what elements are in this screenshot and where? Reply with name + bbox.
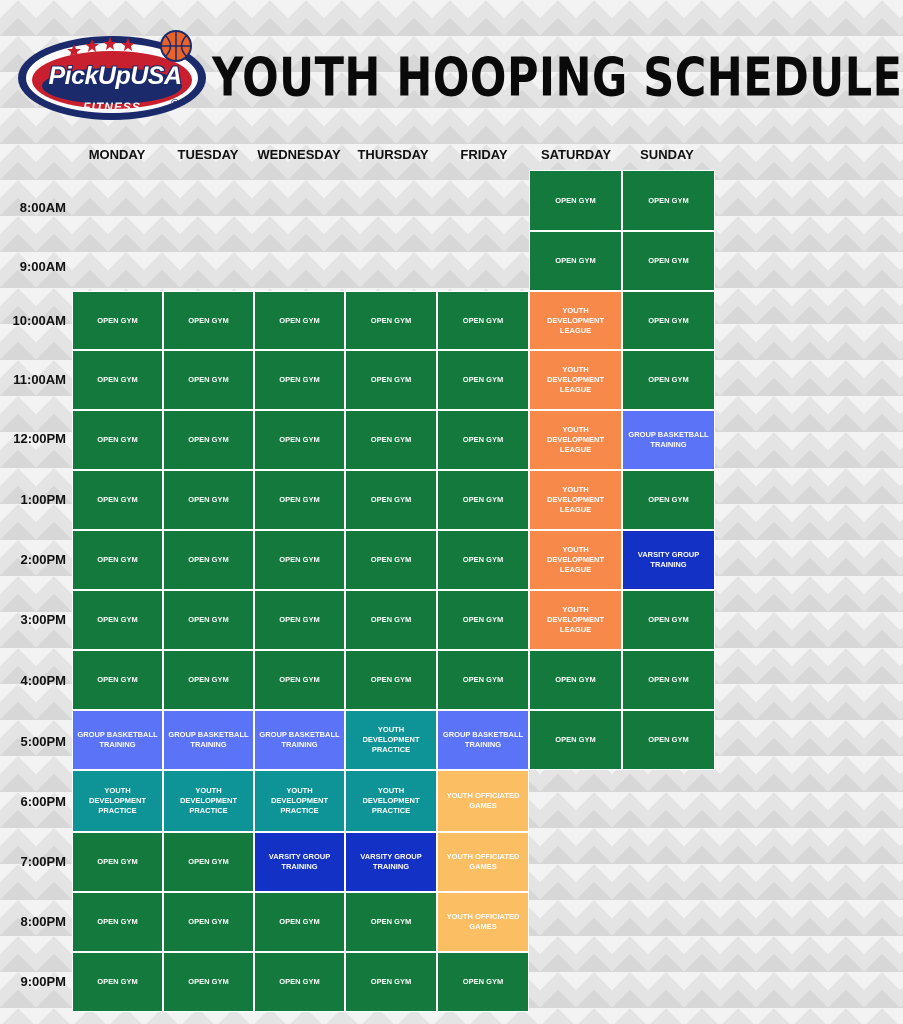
schedule-cell-open-gym: OPEN GYM — [72, 650, 163, 710]
schedule-cell-open-gym: OPEN GYM — [345, 470, 437, 530]
schedule-cell-open-gym: OPEN GYM — [345, 590, 437, 650]
schedule-cell-open-gym: OPEN GYM — [529, 650, 622, 710]
schedule-cell-open-gym: OPEN GYM — [345, 291, 437, 350]
schedule-cell-varsity-group-training: VARSITY GROUP TRAINING — [345, 832, 437, 892]
schedule-cell-open-gym: OPEN GYM — [254, 650, 345, 710]
schedule-cell-open-gym: OPEN GYM — [72, 590, 163, 650]
schedule-cell-open-gym: OPEN GYM — [437, 350, 529, 410]
schedule-cell-group-basketball-training: GROUP BASKETBALL TRAINING — [163, 710, 254, 770]
time-label: 8:00AM — [19, 200, 66, 215]
schedule-cell-open-gym: OPEN GYM — [72, 952, 163, 1012]
schedule-cell-open-gym: OPEN GYM — [163, 350, 254, 410]
schedule-cell-varsity-group-training: VARSITY GROUP TRAINING — [622, 530, 715, 590]
schedule-cell-open-gym: OPEN GYM — [163, 291, 254, 350]
schedule-cell-open-gym: OPEN GYM — [163, 952, 254, 1012]
schedule-cell-open-gym: OPEN GYM — [254, 590, 345, 650]
schedule-cell-open-gym: OPEN GYM — [622, 350, 715, 410]
schedule-cell-open-gym: OPEN GYM — [163, 832, 254, 892]
logo-brand-text: PickUpUSA — [48, 62, 182, 90]
schedule-cell-open-gym: OPEN GYM — [622, 590, 715, 650]
schedule-cell-youth-development-league: YOUTH DEVELOPMENT LEAGUE — [529, 350, 622, 410]
schedule-cell-youth-development-league: YOUTH DEVELOPMENT LEAGUE — [529, 530, 622, 590]
schedule-cell-open-gym: OPEN GYM — [622, 470, 715, 530]
pickupusa-logo — [14, 26, 210, 124]
logo-sub-text: FITNESS — [83, 100, 141, 114]
schedule-cell-open-gym: OPEN GYM — [345, 892, 437, 952]
schedule-cell-open-gym: OPEN GYM — [345, 650, 437, 710]
schedule-cell-open-gym: OPEN GYM — [72, 530, 163, 590]
time-label: 10:00AM — [12, 313, 66, 328]
schedule-cell-open-gym: OPEN GYM — [345, 350, 437, 410]
schedule-cell-open-gym: OPEN GYM — [622, 710, 715, 770]
day-header-friday: FRIDAY — [460, 147, 508, 162]
time-label: 2:00PM — [20, 552, 66, 567]
schedule-cell-open-gym: OPEN GYM — [437, 650, 529, 710]
schedule-cell-open-gym: OPEN GYM — [437, 530, 529, 590]
schedule-cell-open-gym: OPEN GYM — [163, 410, 254, 470]
time-label: 1:00PM — [20, 492, 66, 507]
day-header-wednesday: WEDNESDAY — [257, 147, 341, 162]
schedule-cell-open-gym: OPEN GYM — [72, 832, 163, 892]
day-header-thursday: THURSDAY — [357, 147, 429, 162]
schedule-cell-youth-development-league: YOUTH DEVELOPMENT LEAGUE — [529, 470, 622, 530]
schedule-cell-open-gym: OPEN GYM — [345, 952, 437, 1012]
schedule-cell-open-gym: OPEN GYM — [163, 530, 254, 590]
time-label: 5:00PM — [20, 734, 66, 749]
schedule-cell-open-gym: OPEN GYM — [345, 530, 437, 590]
schedule-cell-open-gym: OPEN GYM — [254, 410, 345, 470]
day-header-tuesday: TUESDAY — [177, 147, 239, 162]
schedule-cell-open-gym: OPEN GYM — [72, 291, 163, 350]
time-label: 3:00PM — [20, 612, 66, 627]
schedule-cell-open-gym: OPEN GYM — [163, 650, 254, 710]
schedule-cell-open-gym: OPEN GYM — [529, 231, 622, 291]
schedule-cell-youth-development-league: YOUTH DEVELOPMENT LEAGUE — [529, 590, 622, 650]
time-label: 4:00PM — [20, 673, 66, 688]
schedule-cell-youth-officiated-games: YOUTH OFFICIATED GAMES — [437, 770, 529, 832]
schedule-cell-open-gym: OPEN GYM — [72, 892, 163, 952]
schedule-cell-open-gym: OPEN GYM — [345, 410, 437, 470]
schedule-cell-youth-development-practice: YOUTH DEVELOPMENT PRACTICE — [254, 770, 345, 832]
schedule-cell-youth-development-league: YOUTH DEVELOPMENT LEAGUE — [529, 291, 622, 350]
schedule-cell-open-gym: OPEN GYM — [622, 231, 715, 291]
time-label: 6:00PM — [20, 794, 66, 809]
schedule-cell-open-gym: OPEN GYM — [529, 710, 622, 770]
schedule-cell-youth-officiated-games: YOUTH OFFICIATED GAMES — [437, 832, 529, 892]
schedule-cell-open-gym: OPEN GYM — [163, 470, 254, 530]
day-header-monday: MONDAY — [88, 147, 146, 162]
schedule-cell-open-gym: OPEN GYM — [163, 590, 254, 650]
schedule-cell-open-gym: OPEN GYM — [622, 170, 715, 231]
schedule-cell-open-gym: OPEN GYM — [72, 350, 163, 410]
schedule-cell-open-gym: OPEN GYM — [254, 530, 345, 590]
day-header-sunday: SUNDAY — [640, 147, 694, 162]
schedule-cell-group-basketball-training: GROUP BASKETBALL TRAINING — [437, 710, 529, 770]
schedule-cell-youth-development-practice: YOUTH DEVELOPMENT PRACTICE — [345, 710, 437, 770]
schedule-cell-open-gym: OPEN GYM — [437, 590, 529, 650]
day-header-saturday: SATURDAY — [540, 147, 612, 162]
schedule-cell-open-gym: OPEN GYM — [622, 291, 715, 350]
schedule-cell-open-gym: OPEN GYM — [437, 470, 529, 530]
schedule-cell-youth-development-practice: YOUTH DEVELOPMENT PRACTICE — [345, 770, 437, 832]
schedule-cell-youth-development-practice: YOUTH DEVELOPMENT PRACTICE — [72, 770, 163, 832]
schedule-cell-group-basketball-training: GROUP BASKETBALL TRAINING — [72, 710, 163, 770]
schedule-cell-open-gym: OPEN GYM — [437, 410, 529, 470]
registered-mark: ® — [171, 98, 180, 110]
time-label: 8:00PM — [20, 914, 66, 929]
schedule-cell-open-gym: OPEN GYM — [254, 291, 345, 350]
schedule-cell-open-gym: OPEN GYM — [72, 470, 163, 530]
page-title: YOUTH HOOPING SCHEDULE — [212, 46, 903, 110]
schedule-cell-youth-development-practice: YOUTH DEVELOPMENT PRACTICE — [163, 770, 254, 832]
schedule-cell-open-gym: OPEN GYM — [529, 170, 622, 231]
schedule-cell-group-basketball-training: GROUP BASKETBALL TRAINING — [254, 710, 345, 770]
time-label: 11:00AM — [13, 372, 66, 387]
schedule-cell-open-gym: OPEN GYM — [254, 952, 345, 1012]
schedule-cell-group-basketball-training: GROUP BASKETBALL TRAINING — [622, 410, 715, 470]
schedule-cell-open-gym: OPEN GYM — [254, 350, 345, 410]
schedule-cell-open-gym: OPEN GYM — [72, 410, 163, 470]
time-label: 7:00PM — [20, 854, 66, 869]
time-label: 12:00PM — [13, 431, 66, 446]
time-label: 9:00PM — [20, 974, 66, 989]
schedule-cell-open-gym: OPEN GYM — [622, 650, 715, 710]
schedule-cell-open-gym: OPEN GYM — [254, 470, 345, 530]
schedule-cell-youth-officiated-games: YOUTH OFFICIATED GAMES — [437, 892, 529, 952]
schedule-cell-open-gym: OPEN GYM — [437, 952, 529, 1012]
schedule-cell-youth-development-league: YOUTH DEVELOPMENT LEAGUE — [529, 410, 622, 470]
schedule-cell-open-gym: OPEN GYM — [163, 892, 254, 952]
schedule-cell-varsity-group-training: VARSITY GROUP TRAINING — [254, 832, 345, 892]
schedule-cell-open-gym: OPEN GYM — [254, 892, 345, 952]
schedule-cell-open-gym: OPEN GYM — [437, 291, 529, 350]
time-label: 9:00AM — [19, 259, 66, 274]
